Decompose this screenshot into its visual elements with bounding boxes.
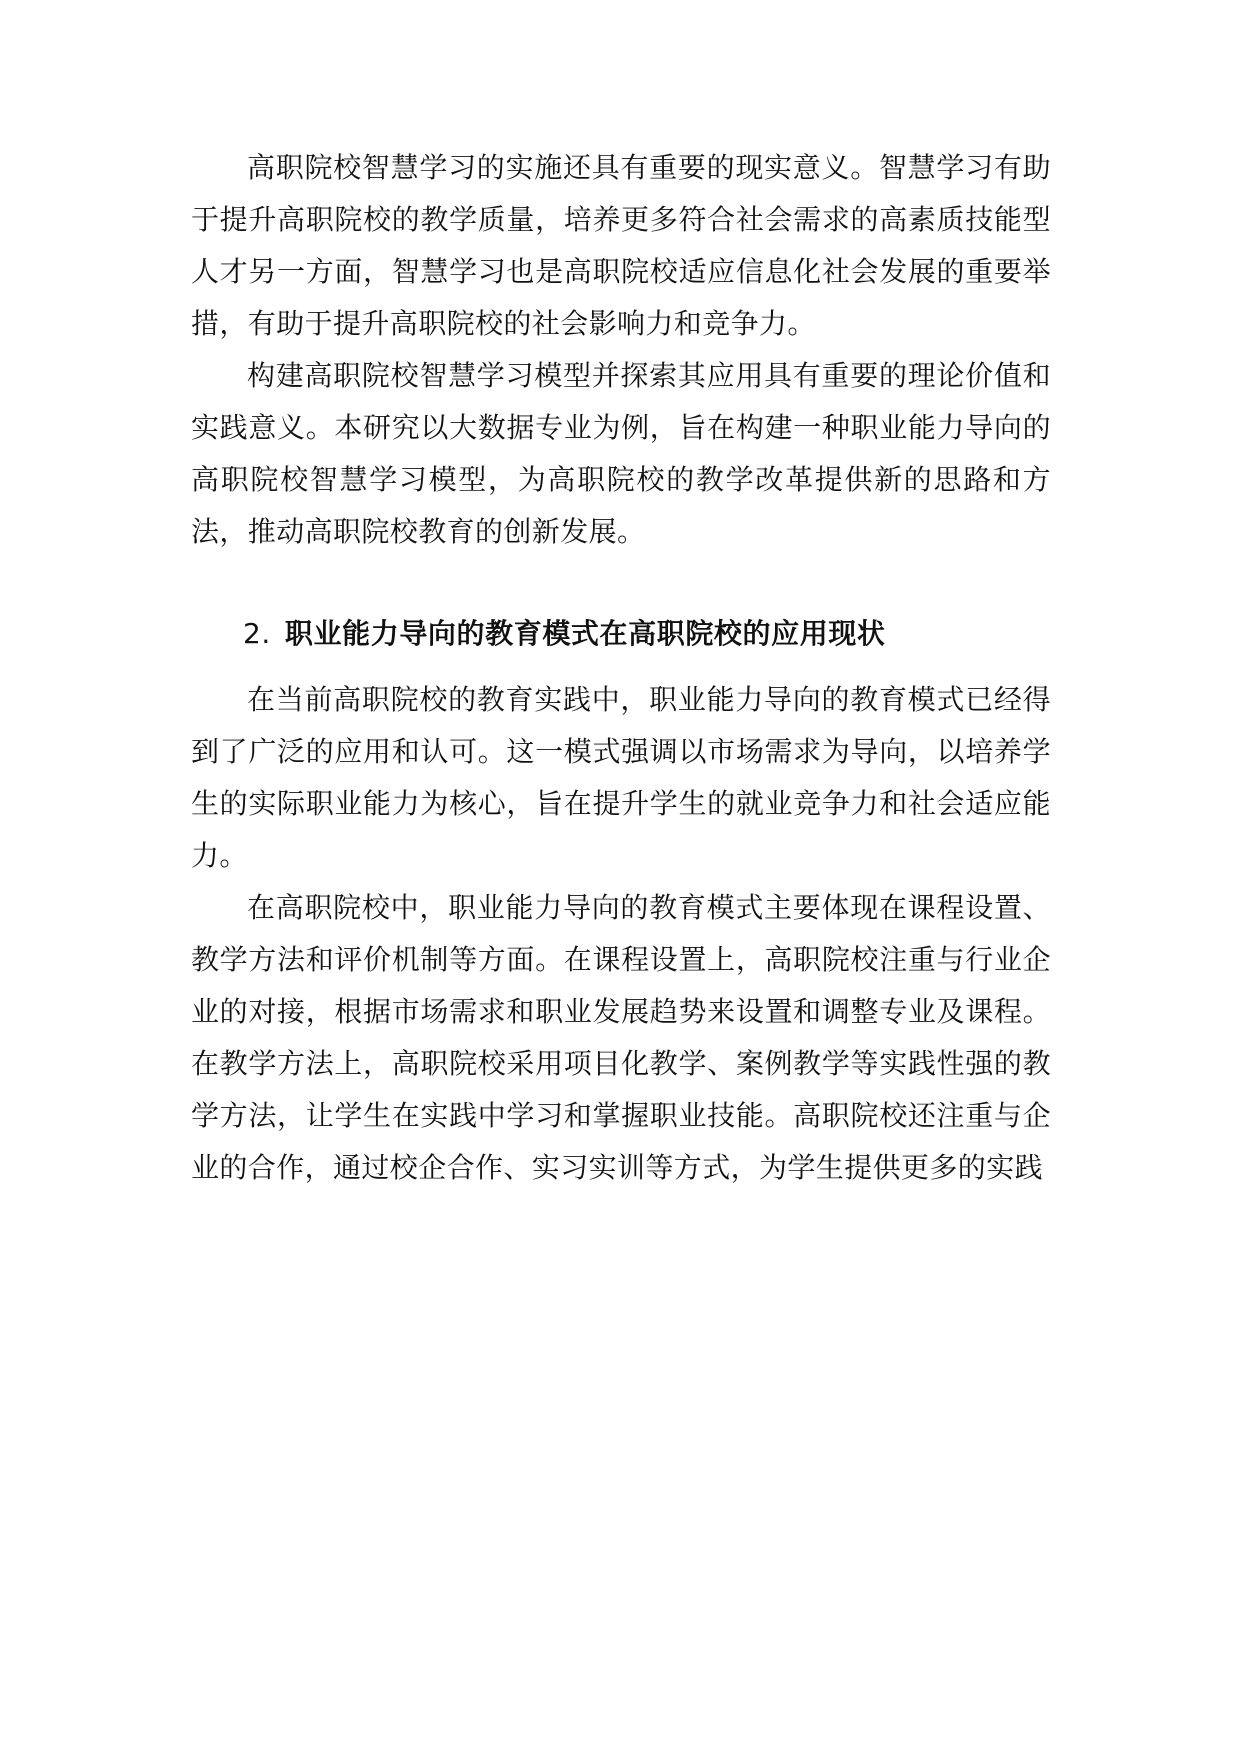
paragraph-current-practice: 在当前高职院校的教育实践中，职业能力导向的教育模式已经得到了广泛的应用和认可。这一模式强调以市场需求为导向，以培养学生的实际职业能力为核心，旨在提升学生的就业竞争力和社会适应能力。 xyxy=(191,683,1051,872)
section-heading xyxy=(191,608,1051,660)
document-body xyxy=(191,142,1051,1194)
section-title: 职业能力导向的教育模式在高职院校的应用现状 xyxy=(284,617,886,650)
section-number: 2. xyxy=(243,617,271,650)
paragraph-research-aim: 构建高职院校智慧学习模型并探索其应用具有重要的理论价值和实践意义。本研究以大数据专业为例，旨在构建一种职业能力导向的高职院校智慧学习模型，为高职院校的教学改革提供新的思路和方法，推动高职院校教育的创新发展。 xyxy=(191,359,1051,548)
paragraph-implementation: 在高职院校中，职业能力导向的教育模式主要体现在课程设置、教学方法和评价机制等方面。在课程设置上，高职院校注重与行业企业的对接，根据市场需求和职业发展趋势来设置和调整专业及课程。在教学方法上，高职院校采用项目化教学、案例教学等实践性强的教学方法，让学生在实践中学习和掌握职业技能。高职院校还注重与企业的合作，通过校企合作、实习实训等方式，为学生提供更多的实践 xyxy=(191,891,1051,1184)
paragraph-significance: 高职院校智慧学习的实施还具有重要的现实意义。智慧学习有助于提升高职院校的教学质量，培养更多符合社会需求的高素质技能型人才另一方面，智慧学习也是高职院校适应信息化社会发展的重要举措，有助于提升高职院校的社会影响力和竞争力。 xyxy=(191,151,1051,340)
